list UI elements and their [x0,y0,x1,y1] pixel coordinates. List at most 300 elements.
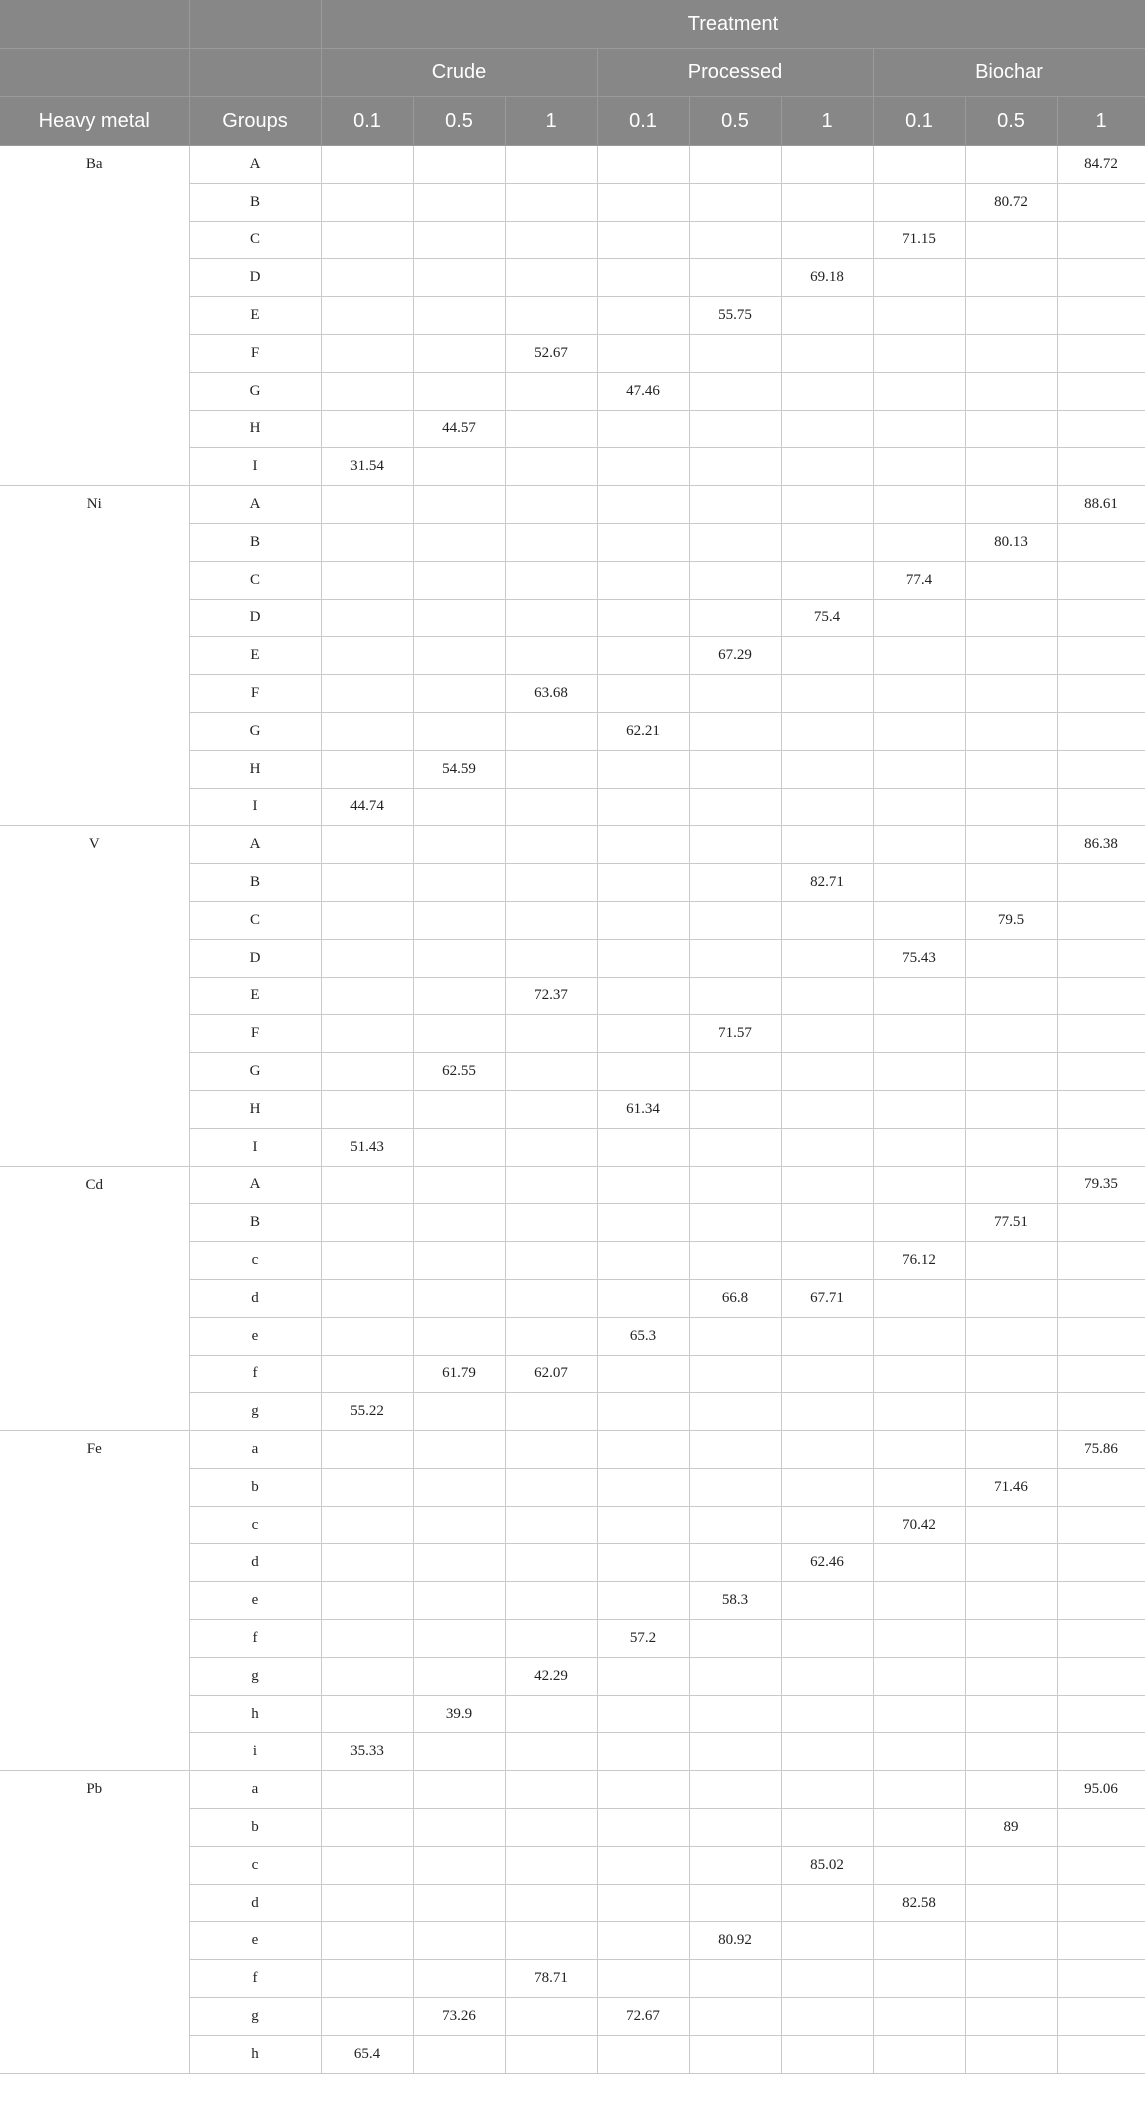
value-cell [505,1242,597,1280]
value-cell [781,486,873,524]
value-cell: 77.51 [965,1204,1057,1242]
value-cell [965,1620,1057,1658]
value-cell [965,2035,1057,2073]
value-cell [873,1053,965,1091]
group-cell: B [189,1204,321,1242]
value-cell [689,1960,781,1998]
group-cell: B [189,523,321,561]
value-cell [965,297,1057,335]
value-cell [781,1506,873,1544]
value-cell [781,372,873,410]
value-cell [965,1695,1057,1733]
value-cell: 62.21 [597,712,689,750]
value-cell [597,599,689,637]
value-cell [689,1809,781,1847]
value-cell [781,1468,873,1506]
value-cell [781,448,873,486]
header-processed: Processed [597,49,873,97]
value-cell [781,712,873,750]
value-cell [505,901,597,939]
value-cell [781,1733,873,1771]
value-cell [597,1695,689,1733]
value-cell [597,1733,689,1771]
value-cell: 80.13 [965,523,1057,561]
value-cell: 95.06 [1057,1771,1145,1809]
value-cell: 63.68 [505,675,597,713]
value-cell [321,297,413,335]
value-cell [965,599,1057,637]
value-cell [965,1922,1057,1960]
value-cell [873,864,965,902]
value-cell [781,1166,873,1204]
value-cell [965,1015,1057,1053]
group-cell: A [189,146,321,184]
value-cell [597,1242,689,1280]
value-cell [505,1582,597,1620]
value-cell [1057,259,1145,297]
value-cell [965,750,1057,788]
value-cell [873,1468,965,1506]
header-dose: 0.5 [413,97,505,146]
group-cell: b [189,1809,321,1847]
value-cell [597,1204,689,1242]
value-cell [321,410,413,448]
value-cell [781,1053,873,1091]
table-row [0,826,1145,864]
group-cell: F [189,1015,321,1053]
value-cell [689,1204,781,1242]
group-cell: I [189,788,321,826]
value-cell [873,637,965,675]
value-cell [1057,637,1145,675]
group-cell: f [189,1355,321,1393]
value-cell [321,901,413,939]
table-row [0,146,1145,184]
value-cell [873,1998,965,2036]
value-cell [873,1317,965,1355]
value-cell [321,334,413,372]
value-cell [413,183,505,221]
value-cell [1057,2035,1145,2073]
value-cell [873,1355,965,1393]
value-cell [597,561,689,599]
value-cell [505,1846,597,1884]
value-cell: 42.29 [505,1657,597,1695]
value-cell [505,448,597,486]
value-cell [1057,1922,1145,1960]
value-cell [873,486,965,524]
value-cell [873,448,965,486]
value-cell [781,410,873,448]
value-cell [1057,1242,1145,1280]
value-cell [1057,712,1145,750]
value-cell [505,1053,597,1091]
value-cell [873,334,965,372]
value-cell [689,1166,781,1204]
value-cell: 70.42 [873,1506,965,1544]
value-cell [965,1166,1057,1204]
group-cell: g [189,1393,321,1431]
value-cell [597,221,689,259]
value-cell [1057,1544,1145,1582]
value-cell [597,1960,689,1998]
value-cell [413,1242,505,1280]
value-cell [689,523,781,561]
value-cell [413,1771,505,1809]
table-body [0,146,1145,2074]
group-cell: c [189,1506,321,1544]
value-cell [321,1960,413,1998]
value-cell [413,1846,505,1884]
group-cell: B [189,864,321,902]
value-cell [1057,788,1145,826]
group-cell: D [189,259,321,297]
value-cell: 85.02 [781,1846,873,1884]
value-cell [873,788,965,826]
value-cell [689,1128,781,1166]
value-cell [597,146,689,184]
value-cell [413,1317,505,1355]
value-cell [965,1506,1057,1544]
heavy-metal-cell: Ba [0,146,189,486]
value-cell [873,2035,965,2073]
value-cell [689,1657,781,1695]
value-cell [1057,1279,1145,1317]
value-cell [1057,864,1145,902]
value-cell [965,788,1057,826]
value-cell [321,1279,413,1317]
value-cell [965,448,1057,486]
value-cell [689,750,781,788]
value-cell [1057,523,1145,561]
value-cell [965,1733,1057,1771]
value-cell [505,561,597,599]
value-cell [413,448,505,486]
value-cell [965,1846,1057,1884]
value-cell [413,1809,505,1847]
value-cell [781,334,873,372]
value-cell [873,372,965,410]
value-cell [505,1128,597,1166]
value-cell [689,1884,781,1922]
value-cell [689,448,781,486]
value-cell [873,712,965,750]
value-cell: 79.35 [1057,1166,1145,1204]
value-cell [689,1355,781,1393]
value-cell [597,1431,689,1469]
value-cell [413,259,505,297]
value-cell [413,712,505,750]
value-cell [873,1544,965,1582]
value-cell [321,826,413,864]
value-cell [1057,1695,1145,1733]
value-cell [965,1128,1057,1166]
value-cell [505,1015,597,1053]
value-cell [505,2035,597,2073]
value-cell [1057,1053,1145,1091]
value-cell [1057,750,1145,788]
value-cell [505,1317,597,1355]
group-cell: i [189,1733,321,1771]
value-cell: 52.67 [505,334,597,372]
group-cell: E [189,637,321,675]
value-cell [689,183,781,221]
value-cell [413,1884,505,1922]
value-cell [321,599,413,637]
group-cell: c [189,1846,321,1884]
group-cell: I [189,448,321,486]
value-cell [689,977,781,1015]
value-cell: 61.34 [597,1090,689,1128]
value-cell [689,1053,781,1091]
value-cell [597,1809,689,1847]
value-cell: 65.4 [321,2035,413,2073]
value-cell [413,1431,505,1469]
value-cell [505,221,597,259]
value-cell [781,1695,873,1733]
group-cell: F [189,675,321,713]
value-cell [321,939,413,977]
value-cell [689,1620,781,1658]
value-cell [413,1506,505,1544]
value-cell [505,486,597,524]
header-dose: 0.1 [873,97,965,146]
value-cell [781,1242,873,1280]
value-cell [505,864,597,902]
value-cell [597,901,689,939]
value-cell [321,1053,413,1091]
group-cell: C [189,221,321,259]
value-cell [597,334,689,372]
value-cell [597,1053,689,1091]
value-cell [1057,410,1145,448]
value-cell [873,1695,965,1733]
group-cell: F [189,334,321,372]
header-dose: 0.5 [965,97,1057,146]
group-cell: A [189,1166,321,1204]
value-cell [321,561,413,599]
value-cell: 66.8 [689,1279,781,1317]
value-cell [689,1998,781,2036]
value-cell [873,1279,965,1317]
value-cell [597,1015,689,1053]
table-row [0,486,1145,524]
value-cell [597,864,689,902]
header-blank-groups-2 [189,49,321,97]
value-cell [321,637,413,675]
value-cell: 78.71 [505,1960,597,1998]
value-cell [873,1960,965,1998]
value-cell [597,259,689,297]
value-cell [321,1166,413,1204]
value-cell [873,297,965,335]
value-cell [873,1733,965,1771]
value-cell [1057,372,1145,410]
value-cell [321,1506,413,1544]
value-cell [873,259,965,297]
value-cell [321,1695,413,1733]
value-cell [1057,1809,1145,1847]
value-cell: 47.46 [597,372,689,410]
value-cell: 76.12 [873,1242,965,1280]
value-cell [505,146,597,184]
group-cell: B [189,183,321,221]
value-cell [505,1090,597,1128]
value-cell [1057,1468,1145,1506]
value-cell [413,826,505,864]
value-cell [873,1090,965,1128]
value-cell [1057,1393,1145,1431]
group-cell: a [189,1431,321,1469]
value-cell [505,372,597,410]
value-cell [597,1355,689,1393]
value-cell [781,826,873,864]
value-cell [781,939,873,977]
value-cell [781,788,873,826]
value-cell: 79.5 [965,901,1057,939]
value-cell [781,297,873,335]
value-cell [873,1431,965,1469]
value-cell [597,675,689,713]
value-cell [321,1771,413,1809]
value-cell [413,1393,505,1431]
value-cell [321,1317,413,1355]
value-cell [1057,599,1145,637]
value-cell [965,826,1057,864]
value-cell [505,1695,597,1733]
value-cell [965,221,1057,259]
heavy-metal-cell: Pb [0,1771,189,2073]
header-treatment: Treatment [321,0,1145,49]
value-cell [781,675,873,713]
value-cell [965,1771,1057,1809]
value-cell [413,939,505,977]
value-cell [689,334,781,372]
value-cell: 88.61 [1057,486,1145,524]
table-row [0,1431,1145,1469]
value-cell [873,675,965,713]
value-cell [413,1090,505,1128]
table-row [0,1771,1145,1809]
value-cell [1057,1355,1145,1393]
value-cell [781,1771,873,1809]
value-cell [781,1582,873,1620]
value-cell [781,1393,873,1431]
value-cell [1057,675,1145,713]
header-blank-metal [0,0,189,49]
value-cell [321,259,413,297]
value-cell [597,939,689,977]
value-cell: 75.43 [873,939,965,977]
value-cell [965,939,1057,977]
value-cell [505,1204,597,1242]
value-cell [1057,334,1145,372]
value-cell [505,1468,597,1506]
value-cell [781,1620,873,1658]
group-cell: G [189,372,321,410]
value-cell [505,523,597,561]
group-cell: b [189,1468,321,1506]
value-cell [873,826,965,864]
value-cell [873,1771,965,1809]
value-cell [689,221,781,259]
value-cell [689,599,781,637]
value-cell [873,1204,965,1242]
value-cell [689,486,781,524]
value-cell [965,1317,1057,1355]
value-cell [965,977,1057,1015]
value-cell [781,2035,873,2073]
value-cell [321,1998,413,2036]
value-cell [413,1733,505,1771]
value-cell [689,1733,781,1771]
value-cell [1057,1090,1145,1128]
value-cell: 39.9 [413,1695,505,1733]
value-cell [321,1657,413,1695]
value-cell [1057,1884,1145,1922]
header-dose: 0.1 [321,97,413,146]
value-cell [965,1242,1057,1280]
value-cell [321,1431,413,1469]
value-cell [873,183,965,221]
value-cell [689,2035,781,2073]
value-cell: 82.58 [873,1884,965,1922]
value-cell [413,297,505,335]
value-cell [597,1506,689,1544]
value-cell [413,864,505,902]
value-cell [321,1015,413,1053]
value-cell [597,1922,689,1960]
value-cell: 58.3 [689,1582,781,1620]
value-cell: 55.22 [321,1393,413,1431]
value-cell: 54.59 [413,750,505,788]
value-cell: 62.46 [781,1544,873,1582]
heavy-metal-cell: V [0,826,189,1166]
value-cell [597,1128,689,1166]
value-cell [781,750,873,788]
value-cell [413,788,505,826]
value-cell [505,410,597,448]
value-cell [413,1544,505,1582]
value-cell [965,146,1057,184]
value-cell [689,1393,781,1431]
value-cell [597,788,689,826]
value-cell [505,1922,597,1960]
value-cell [873,146,965,184]
table-row [0,1166,1145,1204]
value-cell [321,1090,413,1128]
value-cell [781,1809,873,1847]
value-cell [781,523,873,561]
value-cell [1057,1582,1145,1620]
value-cell [689,901,781,939]
header-crude: Crude [321,49,597,97]
value-cell [413,1279,505,1317]
value-cell [873,1166,965,1204]
value-cell [965,637,1057,675]
value-cell: 61.79 [413,1355,505,1393]
value-cell [321,864,413,902]
value-cell [597,1846,689,1884]
value-cell: 65.3 [597,1317,689,1355]
header-heavy-metal: Heavy metal [0,97,189,146]
value-cell [505,297,597,335]
group-cell: E [189,977,321,1015]
value-cell [781,561,873,599]
value-cell [597,1771,689,1809]
value-cell [689,1242,781,1280]
value-cell [597,2035,689,2073]
